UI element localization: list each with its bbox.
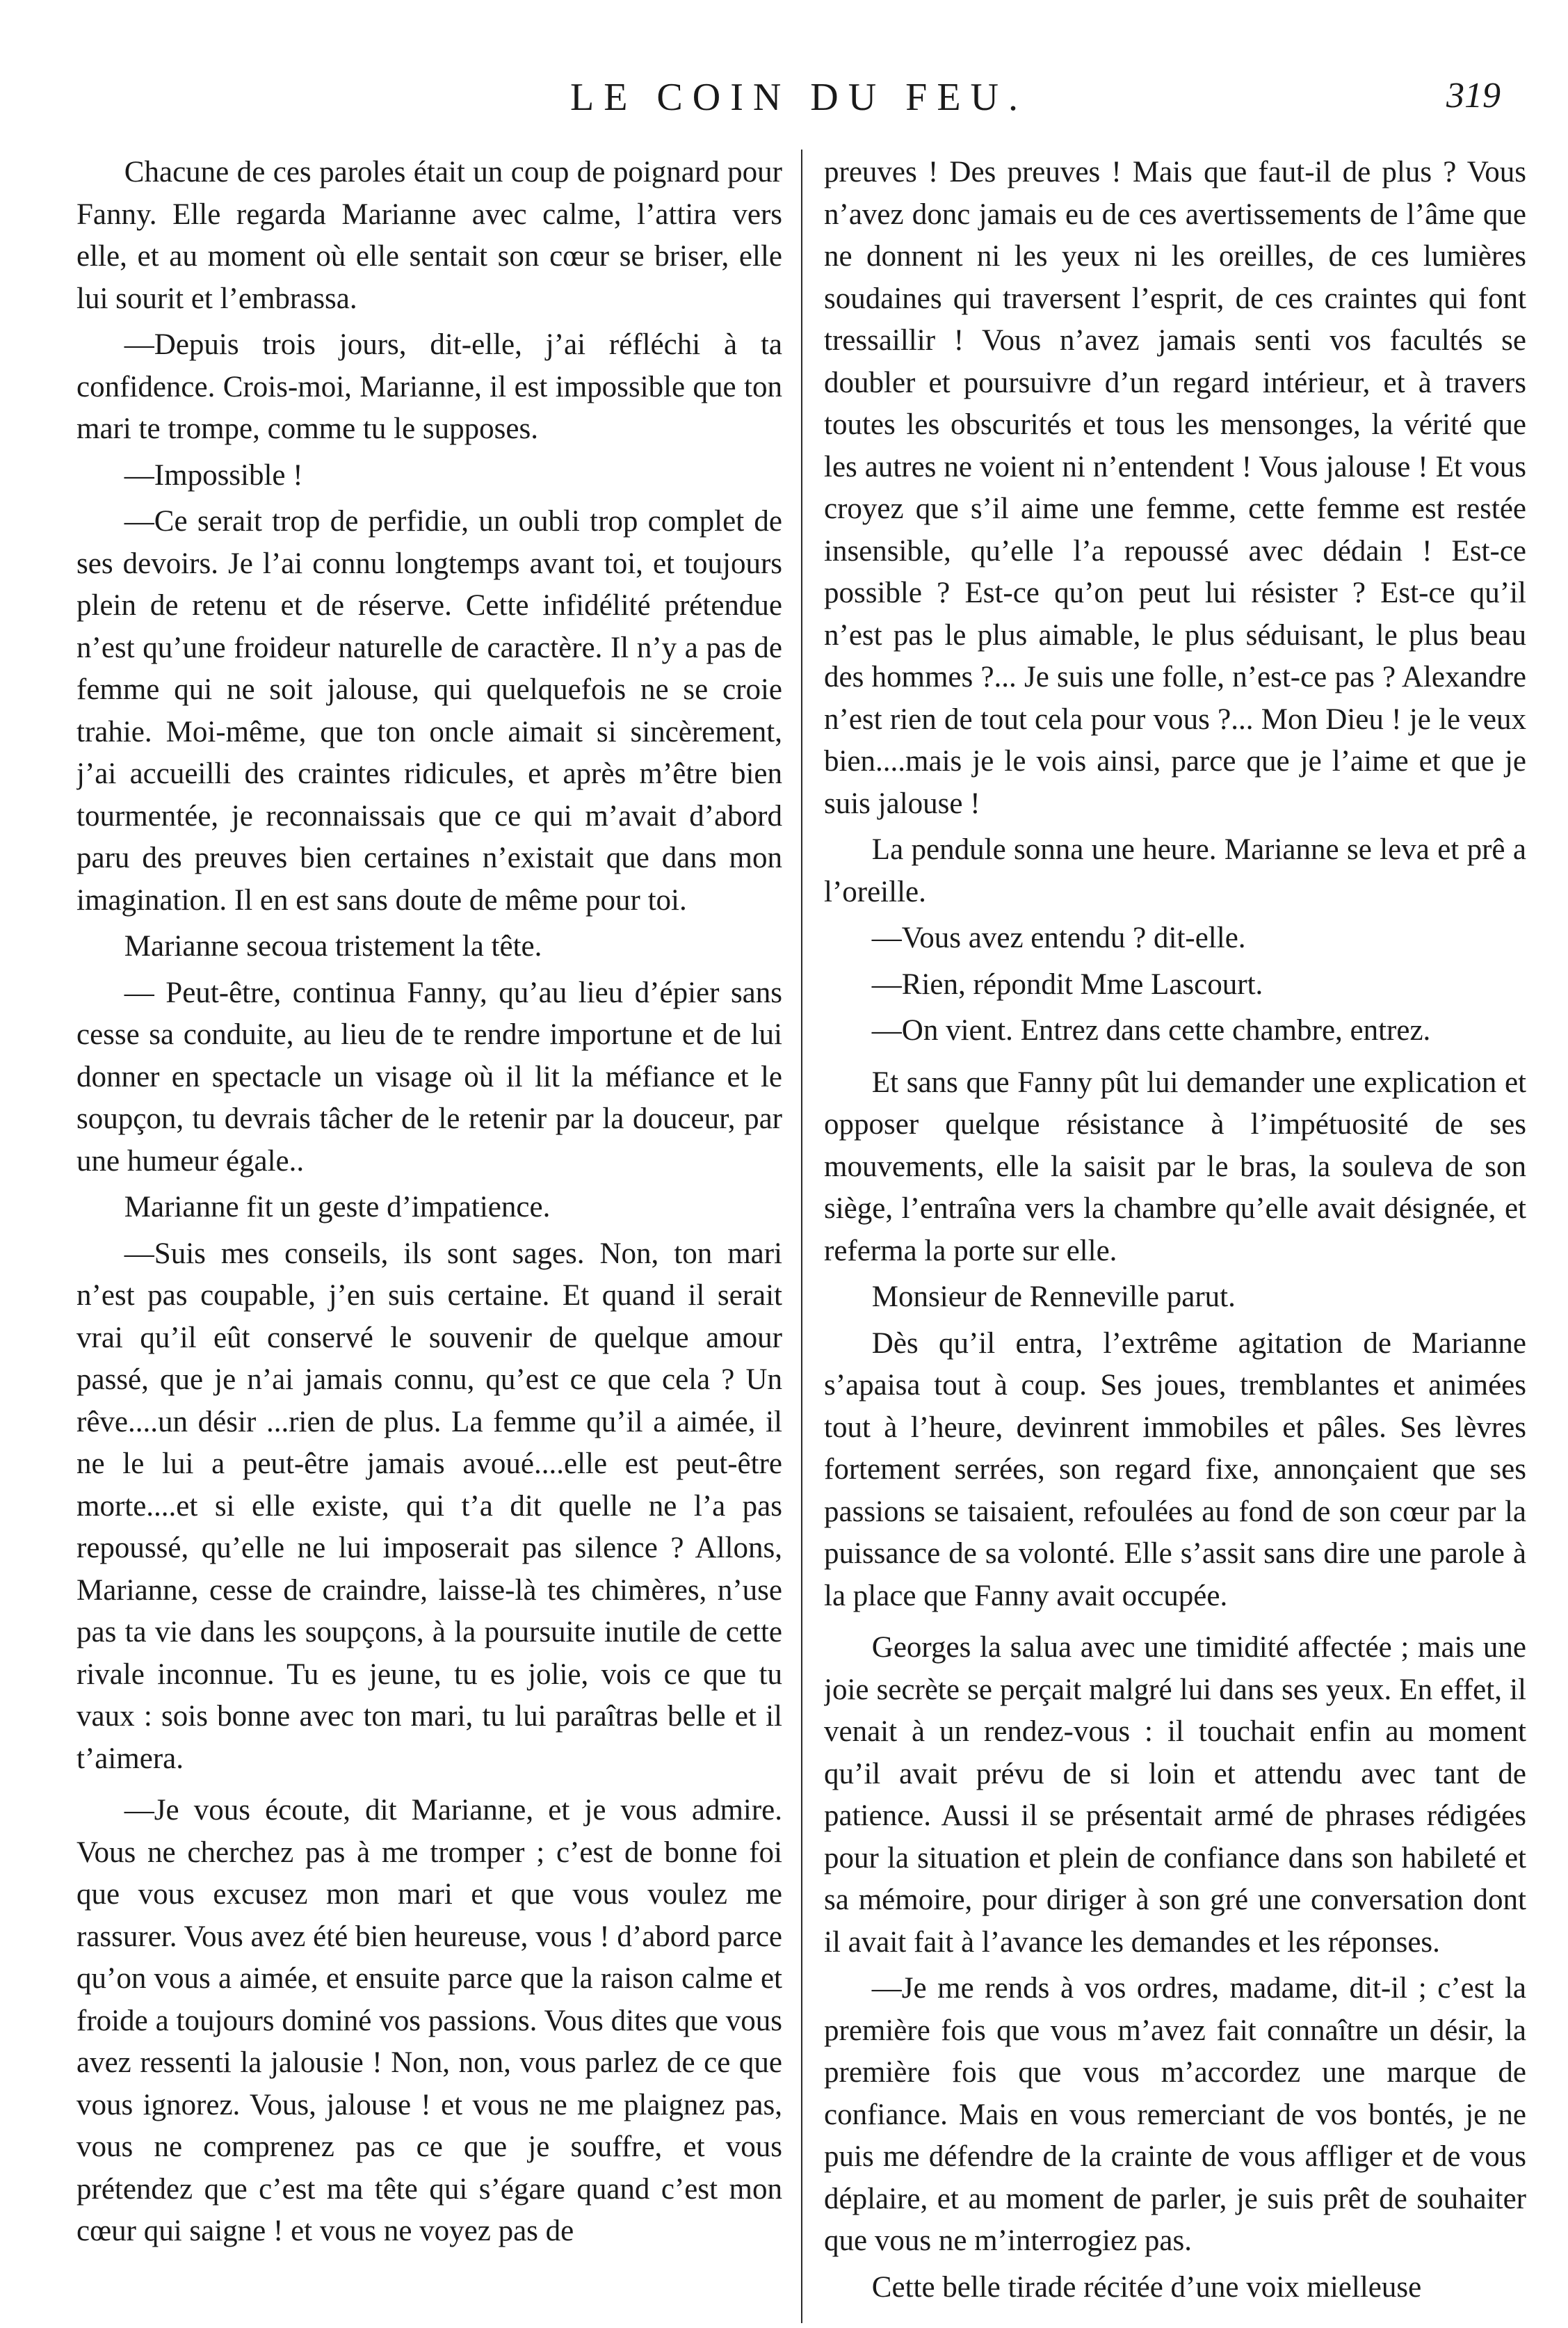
paragraph: —Suis mes conseils, ils sont sages. Non, ton mari n’est pas coupable, j’en suis certaine. Et quand il serait vrai qu’il eût conservé le souvenir de quelque amour passé, que je n’ai jamais connu, qu’est ce que cela ? Un rêve....un désir ...rien de plus. La femme qu’il a aimée, il ne le lui a peut-être jamais avoué....elle est peut-être morte....et si elle existe, qui t’a dit quelle ne l’a pas repoussé, qu’elle ne lui imposerait pas silence ? Allons, Marianne, cesse de craindre, laisse-là tes chimères, n’use pas ta vie dans les soupçons, à la poursuite inutile de cette rivale inconnue. Tu es jeune, tu es jolie, vois ce que tu vaux : sois bonne avec ton mari, tu lui paraîtras belle et il t’aimera. [76, 1237, 782, 1775]
paragraph: —Ce serait trop de perfidie, un oubli trop complet de ses devoirs. Je l’ai connu longtemps avant toi, et toujours plein de retenu et de réserve. Cette infidélité prétendue n’est qu’une froideur naturelle de caractère. Il n’y a pas de femme qui ne soit jalouse, qui quelquefois ne se croie trahie. Moi-même, que ton oncle aimait si sincèrement, j’ai accueilli des craintes ridicules, et après m’être bien tourmentée, je reconnaissais que ce qui m’avait d’abord paru des preuves bien certaines n’existait que dans mon imagination. Il en est sans doute de même pour toi. [76, 505, 782, 917]
right-column [824, 152, 1526, 2322]
paragraph: Georges la salua avec une timidité affectée ; mais une joie secrète se perçait malgré lui dans ses yeux. En effet, il venait à un rendez-vous : il touchait enfin au moment qu’il avait prévu de si loin et attendu avec tant de patience. Aussi il se présentait armé de phrases rédigées pour la situation et plein de confiance dans son habileté et sa mémoire, pour diriger à son gré une conversation dont il avait fait à l’avance les demandes et les réponses. [824, 1631, 1526, 1959]
paragraph: —Vous avez entendu ? dit-elle. [871, 922, 1246, 954]
paragraph: Dès qu’il entra, l’extrême agitation de Marianne s’apaisa tout à coup. Ses joues, tremblantes et animées tout à l’heure, devinrent immobiles et pâles. Ses lèvres fortement serrées, son regard fixe, annonçaient que ses passions se taisaient, refoulées au fond de son cœur par la puissance de sa volonté. Elle s’assit sans dire une parole à la place que Fanny avait occupée. [824, 1326, 1526, 1612]
column-divider [801, 150, 802, 2323]
paragraph: Chacune de ces paroles était un coup de poignard pour Fanny. Elle regarda Marianne avec calme, l’attira vers elle, et au moment où elle sentait son cœur se briser, elle lui sourit et l’embrassa. [76, 156, 782, 315]
page-number: 319 [1446, 76, 1501, 115]
running-title: LE COIN DU FEU. [570, 76, 1028, 119]
paragraph: —Impossible ! [124, 458, 303, 492]
left-column [76, 152, 782, 2322]
paragraph: Marianne secoua tristement la tête. [124, 930, 542, 963]
paragraph: —Je me rends à vos ordres, madame, dit-il ; c’est la première fois que vous m’avez fait connaître un désir, la première fois que vous m’accordez une marque de confiance. Mais en vous remerciant de vos bontés, je ne puis me défendre de la crainte de vous affliger et de vous déplaire, et au moment de parler, je suis prêt de souhaiter que vous ne m’interrogiez pas. [824, 1972, 1526, 2257]
paragraph: Et sans que Fanny pût lui demander une explication et opposer quelque résistance à l’impétuosité de ses mouvements, elle la saisit par le bras, la souleva de son siège, l’entraîna vers la chambre qu’elle avait désignée, et referma la porte sur elle. [824, 1066, 1526, 1267]
paragraph-continued: preuves ! Des preuves ! Mais que faut-il de plus ? Vous n’avez donc jamais eu de ces avertissements de l’âme que ne donnent ni les yeux ni les oreilles, de ces lumières soudaines qui traversent l’esprit, de ces craintes qui font tressaillir ! Vous n’avez jamais senti vos facultés se doubler et poursuivre d’un regard intérieur, et à travers toutes les obscurités et tous les mensonges, la vérité que les autres ne voient ni n’entendent ! Vous jalouse ! Et vous croyez que s’il aime une femme, cette femme est restée insensible, qu’elle l’a repoussé avec dédain ! Est-ce possible ? Est-ce qu’on peut lui résister ? Est-ce qu’il n’est pas le plus aimable, le plus séduisant, le plus beau des hommes ?... Je suis une folle, n’est-ce pas ? Alexandre n’est rien de tout cela pour vous ?... Mon Dieu ! je le veux bien....mais je le vois ainsi, parce que je l’aime et que je suis jalouse ! [824, 156, 1526, 820]
paragraph: —Depuis trois jours, dit-elle, j’ai réfléchi à ta confidence. Crois-moi, Marianne, il est impossible que ton mari te trompe, comme tu le supposes. [76, 328, 782, 445]
running-head [0, 75, 1568, 131]
paragraph: Monsieur de Renneville parut. [871, 1281, 1236, 1313]
paragraph: —Je vous écoute, dit Marianne, et je vous admire. Vous ne cherchez pas à me tromper ; c’est de bonne foi que vous excusez mon mari et que vous voulez me rassurer. Vous avez été bien heureuse, vous ! d’abord parce qu’on vous a aimée, et ensuite parce que la raison calme et froide a toujours dominé vos passions. Vous dites que vous avez ressenti la jalousie ! Non, non, vous parlez de ce que vous ignorez. Vous, jalouse ! et vous ne me plaignez pas, vous ne comprenez pas ce que je souffre, et vous prétendez que c’est ma tête qui s’égare quand c’est mon cœur qui saigne ! et vous ne voyez pas de [76, 1794, 782, 2247]
paragraph: —Rien, répondit Mme Lascourt. [871, 968, 1263, 1001]
paragraph: — Peut-être, continua Fanny, qu’au lieu d’épier sans cesse sa conduite, au lieu de te rendre importune et de lui donner en spectacle un visage où il lit la méfiance et le soupçon, tu devrais tâcher de le retenir par la douceur, par une humeur égale.. [76, 976, 782, 1178]
paragraph: —On vient. Entrez dans cette chambre, entrez. [871, 1014, 1431, 1047]
paragraph: Marianne fit un geste d’impatience. [124, 1191, 551, 1223]
paragraph: Cette belle tirade récitée d’une voix mielleuse [871, 2270, 1422, 2304]
paragraph: La pendule sonna une heure. Marianne se leva et prê a l’oreille. [824, 833, 1526, 908]
